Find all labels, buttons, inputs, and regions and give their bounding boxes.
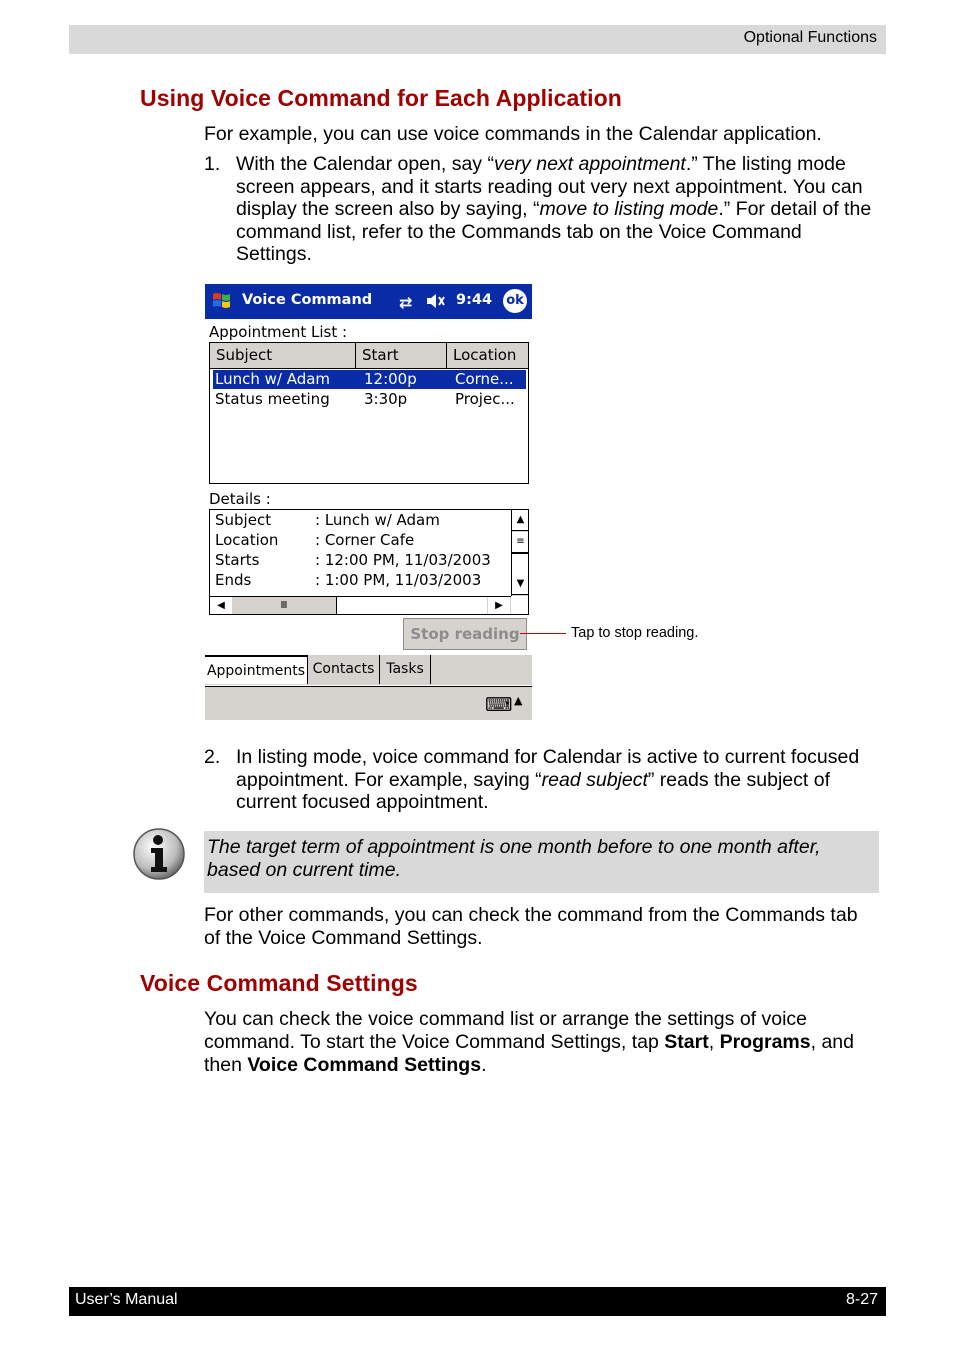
row-subject: Status meeting [215, 390, 330, 408]
appointment-list-label: Appointment List : [209, 323, 348, 341]
detail-line [215, 530, 415, 550]
row-start: 3:30p [364, 390, 408, 408]
footer-manual-title: User’s Manual [75, 1291, 178, 1308]
tab-tasks[interactable]: Tasks [380, 655, 431, 684]
other-commands-paragraph: For other commands, you can check the command from the Commands tab of the Voice Command Settings. [204, 904, 858, 949]
detail-key: Location [215, 531, 279, 549]
details-label: Details : [209, 490, 271, 508]
step-number: 2. [204, 746, 221, 768]
command-bar [205, 686, 532, 720]
detail-line [215, 570, 482, 590]
section-heading-voice-command-settings: Voice Command Settings [140, 970, 418, 996]
scroll-right-icon[interactable]: ▶ [488, 597, 510, 614]
callout-label: Tap to stop reading. [571, 625, 699, 641]
note-box [204, 831, 879, 893]
list-row-selected[interactable] [213, 370, 526, 389]
detail-value: : Lunch w/ Adam [315, 511, 440, 529]
scroll-up-icon[interactable]: ▲ [512, 510, 529, 531]
intro-paragraph: For example, you can use voice commands in the Calendar application. [204, 123, 822, 145]
hscroll-track[interactable] [336, 597, 487, 614]
detail-key: Ends [215, 571, 252, 589]
detail-key: Starts [215, 551, 260, 569]
page-header [69, 25, 886, 54]
header-section-title: Optional Functions [743, 29, 877, 46]
step-number: 1. [204, 153, 221, 175]
settings-paragraph: You can check the voice command list or arrange the settings of voice command. To start the Voice Command Settings, tap Start, Programs, and then Voice Command Settings. [204, 1008, 854, 1076]
step-1-text: With the Calendar open, say “very next appointment.” The listing mode screen appears, and it starts reading out very next appointment. You can display the screen also by saying, “move to listing mode.” For detail of the command list, refer to the Commands tab on the Voice Command Settings. [236, 153, 872, 266]
section-heading-voice-command-apps: Using Voice Command for Each Application [140, 85, 622, 111]
stop-reading-button[interactable]: Stop reading [403, 618, 527, 650]
details-panel[interactable] [209, 509, 529, 615]
detail-value: : Corner Cafe [315, 531, 415, 549]
page-footer [69, 1287, 886, 1316]
note-text: The target term of appointment is one month before to one month after, based on current time. [207, 836, 821, 881]
detail-value: : 1:00 PM, 11/03/2003 [315, 571, 482, 589]
column-header-start[interactable]: Start [356, 343, 447, 368]
callout-line [520, 633, 566, 634]
scroll-down-icon[interactable]: ▼ [512, 574, 529, 595]
list-header [210, 343, 528, 369]
scroll-track[interactable] [512, 553, 529, 575]
column-header-location[interactable]: Location [453, 346, 517, 364]
row-start: 12:00p [364, 370, 417, 388]
detail-line [215, 510, 440, 530]
detail-line [215, 550, 491, 570]
ok-button[interactable]: ok [503, 289, 527, 313]
keyboard-icon[interactable]: ⌨ [485, 694, 513, 716]
sip-arrow-icon[interactable]: ▲ [514, 694, 523, 707]
column-header-subject[interactable]: Subject [210, 343, 356, 368]
tab-appointments[interactable]: Appointments [205, 655, 308, 684]
row-location: Corne... [455, 370, 514, 388]
page-number: 8-27 [845, 1291, 878, 1308]
scroll-left-icon[interactable]: ◀ [210, 597, 232, 614]
row-location: Projec... [455, 390, 515, 408]
hscroll-thumb[interactable]: Ⅲ [232, 597, 336, 614]
pda-title-bar [205, 284, 532, 319]
pda-app-title: Voice Command [242, 292, 373, 308]
horizontal-scrollbar[interactable] [210, 596, 511, 614]
voice-command-screenshot [205, 284, 532, 720]
tab-contacts[interactable]: Contacts [308, 655, 380, 684]
windows-start-icon[interactable] [208, 288, 236, 314]
speaker-icon[interactable] [425, 291, 447, 311]
scroll-thumb[interactable]: ≡ [512, 532, 529, 553]
connectivity-icon[interactable]: ⇄ [399, 293, 413, 312]
tab-strip [205, 655, 532, 685]
detail-value: : 12:00 PM, 11/03/2003 [315, 551, 491, 569]
pda-clock: 9:44 [456, 292, 493, 308]
step-2-text: In listing mode, voice command for Calendar is active to current focused appointment. For example, saying “read subject” reads the subject of current focused appointment. [236, 746, 860, 814]
list-row[interactable] [213, 390, 526, 409]
info-icon [132, 827, 186, 881]
vertical-scrollbar[interactable] [511, 510, 529, 596]
appointment-list[interactable] [209, 342, 529, 484]
detail-key: Subject [215, 511, 272, 529]
row-subject: Lunch w/ Adam [215, 370, 331, 388]
